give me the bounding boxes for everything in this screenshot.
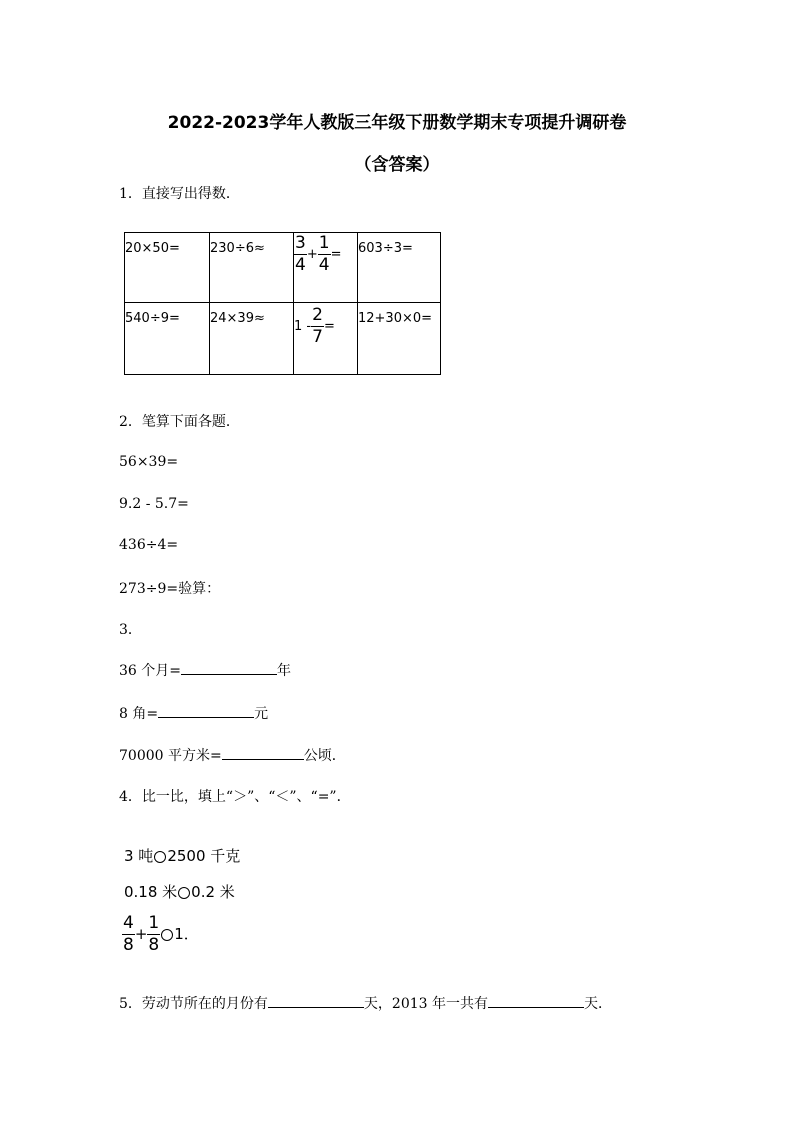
table-cell [125,233,210,303]
compare-item: $\frac{4}{8}$ + $\frac{1}{8}$ 1． [123,913,199,955]
compare-circle-icon[interactable] [161,929,173,941]
list-item: 273÷9=验算： [119,581,221,597]
expression: 20×50= [125,241,180,256]
equals-sign: = [323,319,335,334]
operator: + [306,247,318,262]
fraction: $\frac{2}{7}$ [312,305,323,347]
fraction: $\frac{4}{8}$ [123,913,134,955]
page-title: 2022-2023学年人教版三年级下册数学期末专项提升调研卷 [167,113,627,133]
fraction: $\frac{3}{4}$ [295,233,306,275]
question-5: 5．劳动节所在的月份有 天，2013 年一共有 天． [119,993,612,1013]
fraction: $\frac{1}{8}$ [148,913,160,955]
expression: 12+30×0= [358,311,433,326]
operator: + [134,925,148,943]
question-2-label: 2．笔算下面各题． [119,414,240,430]
table-cell [294,233,358,303]
answer-blank[interactable] [268,993,364,1008]
answer-blank[interactable] [488,993,584,1008]
expression: 603÷3= [358,241,413,256]
compare-circle-icon[interactable] [154,851,166,863]
table-cell [125,303,210,375]
table-cell [294,303,358,375]
conversion-item: 8 角= 元 [119,703,268,723]
fraction: $\frac{1}{4}$ [318,233,330,275]
page-subtitle: （含答案） [354,155,440,175]
list-item: 9.2 - 5.7= [119,496,189,512]
expression: 1 - [294,319,312,334]
expression: 540÷9= [125,311,180,326]
mental-math-table [124,232,441,375]
answer-blank[interactable] [158,703,254,718]
equals-sign: = [330,247,342,262]
expression: 230÷6≈ [210,241,265,256]
expression: 24×39≈ [210,311,265,326]
compare-item: 0.18 米 0.2 米 [124,883,235,901]
answer-blank[interactable] [222,745,304,760]
question-4-label: 4．比一比，填上“＞”、“＜”、“=”． [119,789,351,805]
table-cell [358,303,441,375]
table-cell [358,233,441,303]
compare-circle-icon[interactable] [178,887,190,899]
list-item: 56×39= [119,454,179,470]
question-3-label: 3． [119,622,142,638]
list-item: 436÷4= [119,537,179,553]
conversion-item: 70000 平方米= 公顷． [119,745,346,765]
answer-blank[interactable] [181,660,277,675]
compare-item: 3 吨 2500 千克 [124,847,241,865]
question-1-label: 1．直接写出得数． [119,186,240,202]
conversion-item: 36 个月= 年 [119,660,291,680]
table-cell [210,233,294,303]
table-cell [210,303,294,375]
